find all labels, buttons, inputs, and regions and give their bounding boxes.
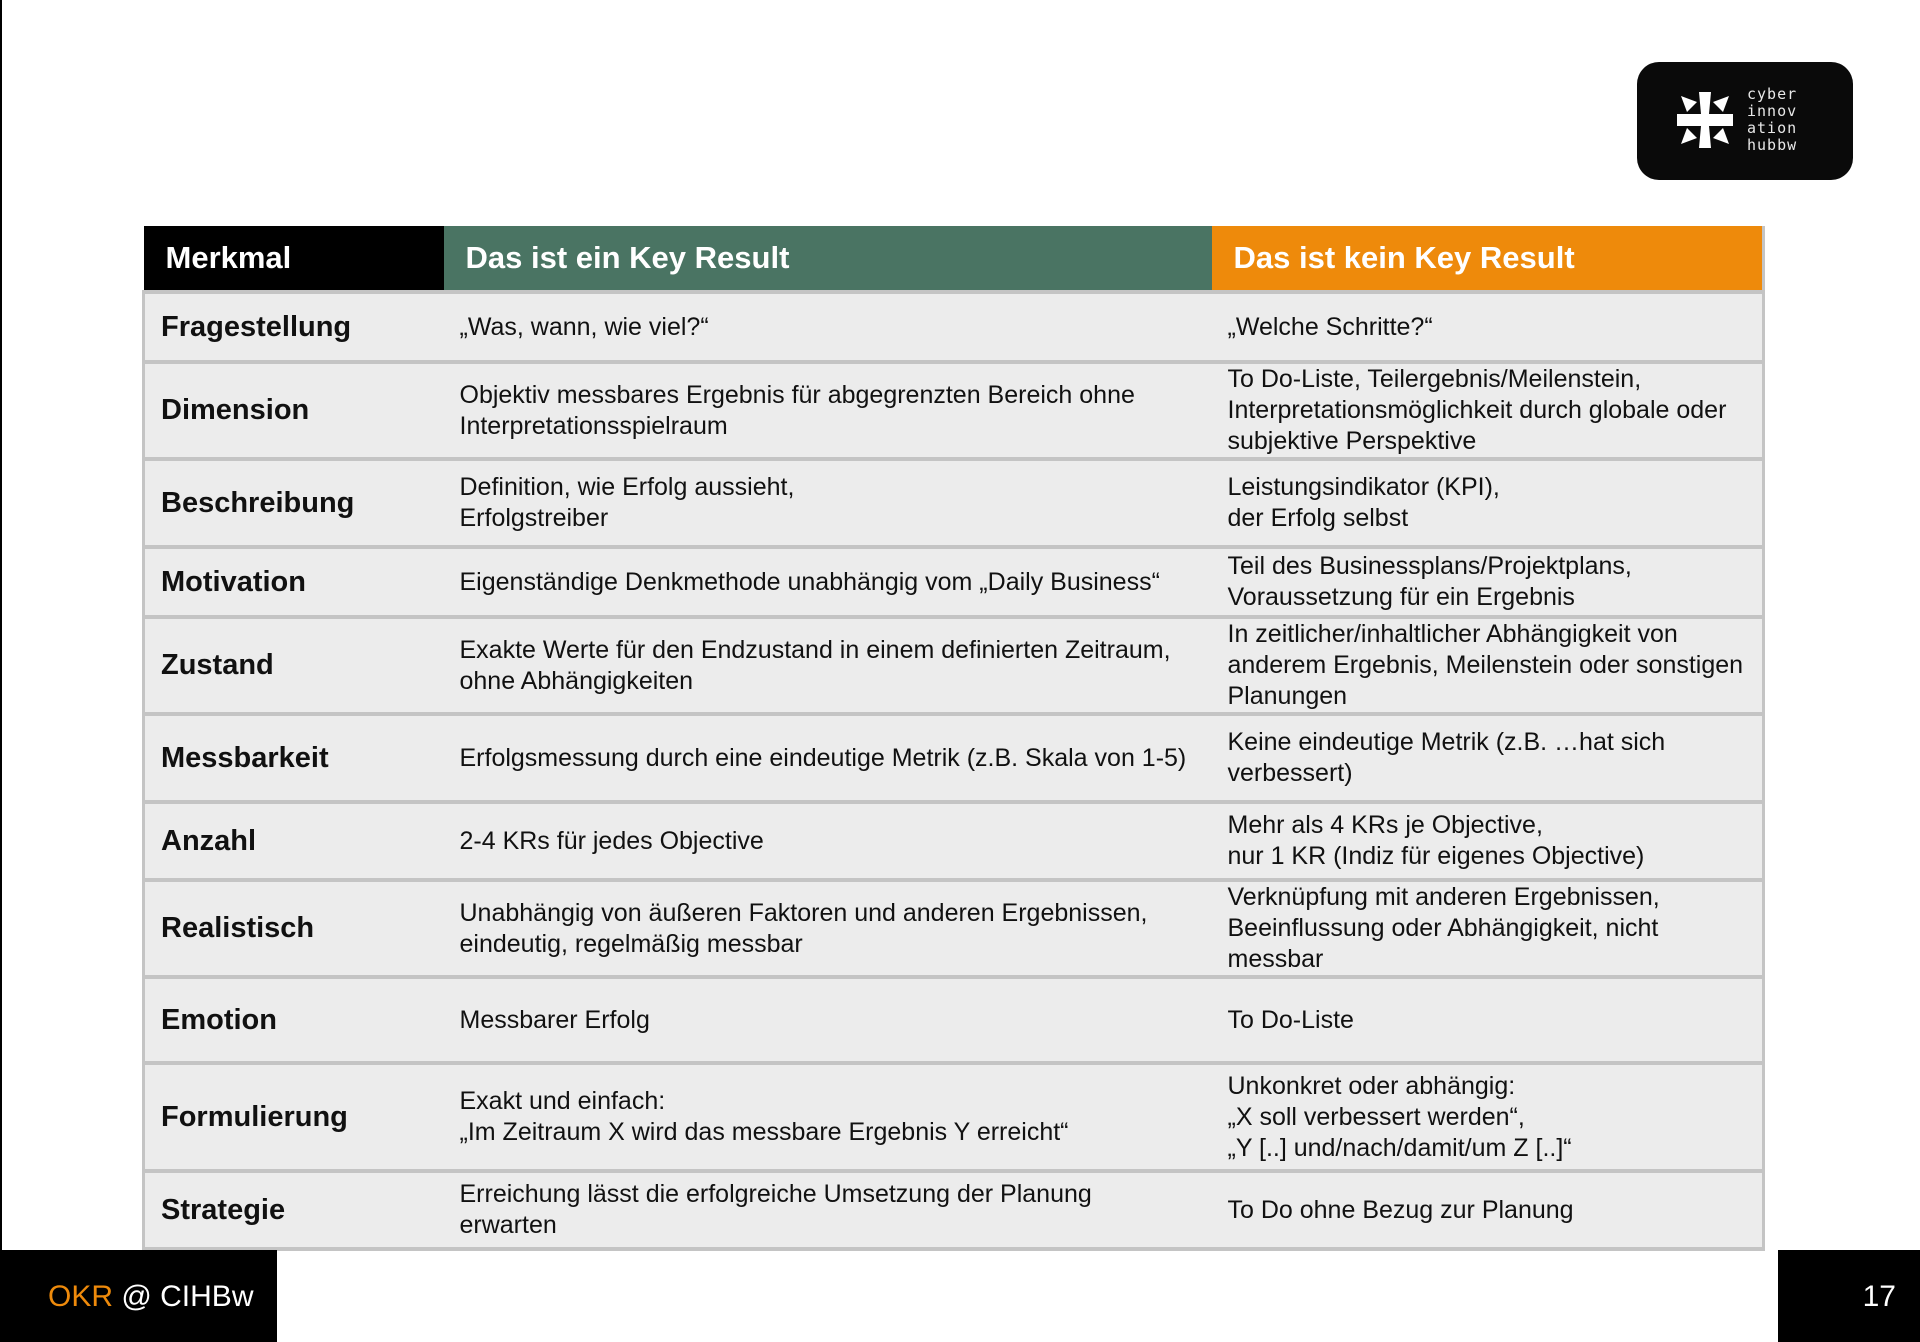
row-is-key-result: „Was, wann, wie viel?“ xyxy=(444,292,1212,362)
row-is-key-result: Exakte Werte für den Endzustand in einem definierten Zeitraum, ohne Abhängigkeiten xyxy=(444,617,1212,714)
table-row xyxy=(144,714,1764,802)
row-is-key-result: Erreichung lässt die erfolgreiche Umsetzung der Planung erwarten xyxy=(444,1171,1212,1249)
table-row xyxy=(144,1063,1764,1171)
page-number: 17 xyxy=(1862,1280,1896,1313)
row-feature: Strategie xyxy=(144,1171,444,1249)
header-is-not-key-result: Das ist kein Key Result xyxy=(1212,226,1764,292)
footer-org-label: @ CIHBw xyxy=(113,1280,254,1313)
table-row xyxy=(144,547,1764,617)
row-feature: Realistisch xyxy=(144,880,444,977)
row-is-not-key-result: To Do-Liste, Teilergebnis/Meilenstein, Interpretationsmöglichkeit durch globale oder subjektive Perspektive xyxy=(1212,362,1764,459)
row-is-key-result: Eigenständige Denkmethode unabhängig vom „Daily Business“ xyxy=(444,547,1212,617)
row-feature: Zustand xyxy=(144,617,444,714)
row-is-not-key-result: Keine eindeutige Metrik (z.B. …hat sich verbessert) xyxy=(1212,714,1764,802)
row-feature: Dimension xyxy=(144,362,444,459)
footer-title-box xyxy=(0,1250,277,1342)
cyber-innovation-hub-logo xyxy=(1637,62,1853,180)
row-feature: Beschreibung xyxy=(144,459,444,547)
row-is-key-result: 2-4 KRs für jedes Objective xyxy=(444,802,1212,880)
row-is-not-key-result: Mehr als 4 KRs je Objective, nur 1 KR (Indiz für eigenes Objective) xyxy=(1212,802,1764,880)
row-is-not-key-result: To Do ohne Bezug zur Planung xyxy=(1212,1171,1764,1249)
row-feature: Fragestellung xyxy=(144,292,444,362)
row-is-key-result: Objektiv messbares Ergebnis für abgegrenzten Bereich ohne Interpretationsspielraum xyxy=(444,362,1212,459)
row-is-key-result: Messbarer Erfolg xyxy=(444,977,1212,1063)
cross-emblem-icon xyxy=(1673,88,1737,152)
row-is-not-key-result: „Welche Schritte?“ xyxy=(1212,292,1764,362)
left-edge-line xyxy=(0,0,2,1250)
row-is-not-key-result: Unkonkret oder abhängig: „X soll verbessert werden“, „Y [..] und/nach/damit/um Z [..]“ xyxy=(1212,1063,1764,1171)
row-is-not-key-result: In zeitlicher/inhaltlicher Abhängigkeit von anderem Ergebnis, Meilenstein oder sonstigen Planungen xyxy=(1212,617,1764,714)
row-feature: Messbarkeit xyxy=(144,714,444,802)
table-header-row xyxy=(144,226,1764,292)
table-row xyxy=(144,802,1764,880)
table-row xyxy=(144,459,1764,547)
logo-wordmark: cyber innov ation hubbw xyxy=(1747,85,1798,154)
row-is-not-key-result: Verknüpfung mit anderen Ergebnissen, Beeinflussung oder Abhängigkeit, nicht messbar xyxy=(1212,880,1764,977)
row-feature: Emotion xyxy=(144,977,444,1063)
row-is-not-key-result: Teil des Businessplans/Projektplans, Voraussetzung für ein Ergebnis xyxy=(1212,547,1764,617)
key-result-comparison-table xyxy=(142,226,1765,1251)
table-row xyxy=(144,617,1764,714)
row-is-key-result: Exakt und einfach: „Im Zeitraum X wird das messbare Ergebnis Y erreicht“ xyxy=(444,1063,1212,1171)
row-is-key-result: Erfolgsmessung durch eine eindeutige Metrik (z.B. Skala von 1-5) xyxy=(444,714,1212,802)
row-feature: Motivation xyxy=(144,547,444,617)
table-row xyxy=(144,880,1764,977)
row-is-not-key-result: Leistungsindikator (KPI), der Erfolg selbst xyxy=(1212,459,1764,547)
row-feature: Anzahl xyxy=(144,802,444,880)
table-row xyxy=(144,292,1764,362)
table-row xyxy=(144,977,1764,1063)
row-is-key-result: Definition, wie Erfolg aussieht, Erfolgstreiber xyxy=(444,459,1212,547)
footer-page-box xyxy=(1778,1250,1920,1342)
header-is-key-result: Das ist ein Key Result xyxy=(444,226,1212,292)
row-is-not-key-result: To Do-Liste xyxy=(1212,977,1764,1063)
footer-title xyxy=(48,1280,253,1314)
row-is-key-result: Unabhängig von äußeren Faktoren und anderen Ergebnissen, eindeutig, regelmäßig messbar xyxy=(444,880,1212,977)
table-row xyxy=(144,1171,1764,1249)
table-row xyxy=(144,362,1764,459)
header-merkmal: Merkmal xyxy=(144,226,444,292)
row-feature: Formulierung xyxy=(144,1063,444,1171)
footer-okr-label: OKR xyxy=(48,1280,114,1313)
